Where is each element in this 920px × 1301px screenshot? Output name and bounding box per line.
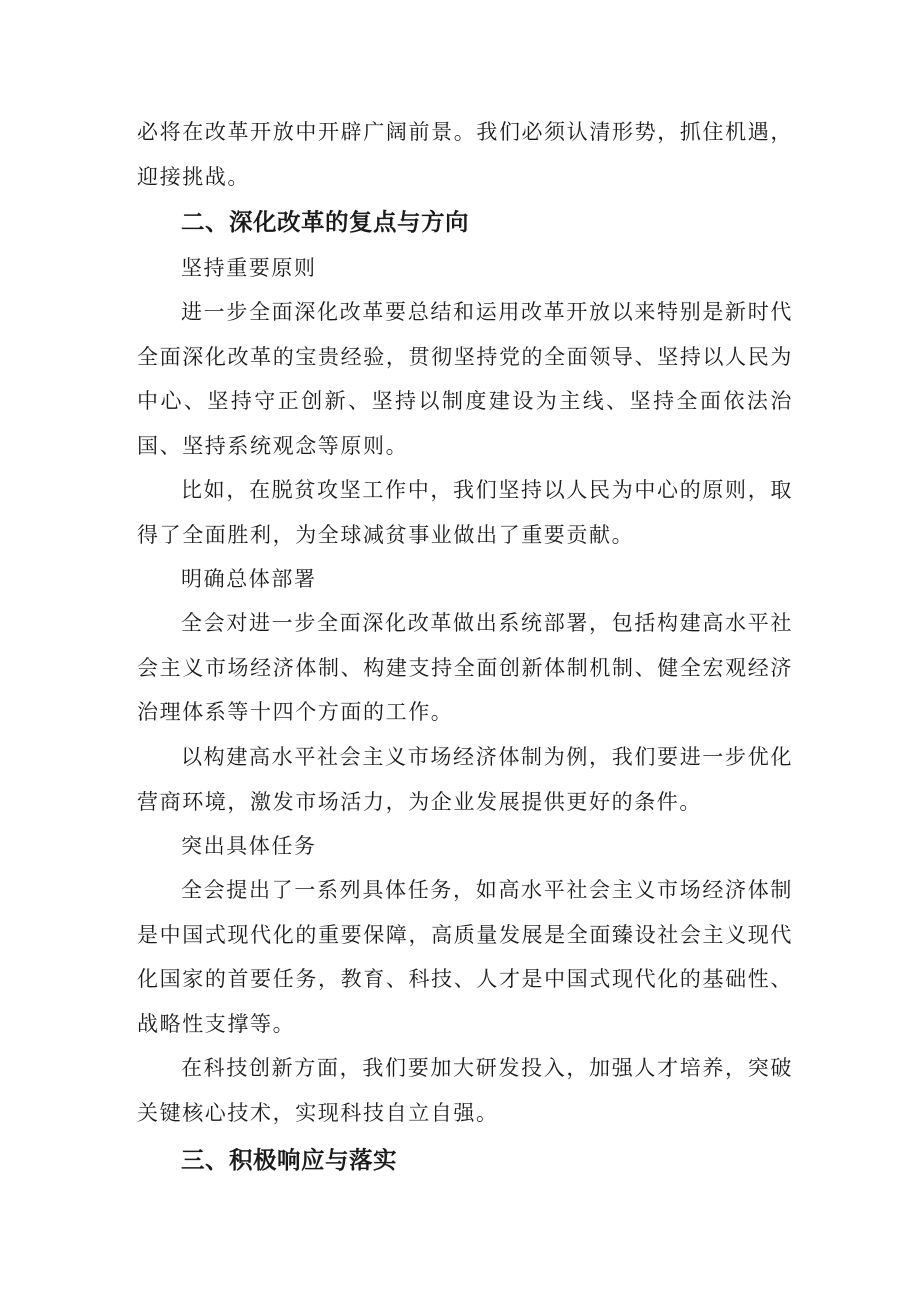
- paragraph-tasks: 全会提出了一系列具体任务，如高水平社会主义市场经济体制是中国式现代化的重要保障，高质量发展是全面臻设社会主义现代化国家的首要任务，教育、科技、人才是中国式现代化的基础性、战略性支撑等。: [137, 878, 793, 1036]
- paragraph-poverty-example: 比如，在脱贫攻坚工作中，我们坚持以人民为中心的原则，取得了全面胜利，为全球减贫事业做出了重要贡献。: [137, 478, 793, 547]
- section-heading-3: 三、积极响应与落实: [181, 1146, 397, 1174]
- paragraph-deployment: 全会对进一步全面深化改革做出系统部署，包括构建高水平社会主义市场经济体制、构建支持全面创新体制机制、健全宏观经济治理体系等十四个方面的工作。: [137, 611, 793, 724]
- paragraph-principles: 进一步全面深化改革要总结和运用改革开放以来特别是新时代全面深化改革的宝贵经验，贯彻坚持党的全面领导、坚持以人民为中心、坚持守正创新、坚持以制度建设为主线、坚持全面依法治国、坚持系统观念等原则。: [137, 300, 793, 458]
- section-heading-2: 二、深化改革的复点与方向: [181, 208, 469, 236]
- intro-paragraph: 必将在改革开放中开辟广阔前景。我们必须认清形势，抓住机遇，迎接挑战。: [137, 120, 793, 189]
- subheading-principles: 坚持重要原则: [181, 256, 317, 280]
- subheading-deployment: 明确总体部署: [181, 567, 317, 591]
- subheading-tasks: 突出具体任务: [181, 834, 317, 858]
- paragraph-tech-example: 在科技创新方面，我们要加大研发投入，加强人才培养，突破关键核心技术，实现科技自立自强。: [137, 1056, 793, 1125]
- paragraph-market-example: 以构建高水平社会主义市场经济体制为例，我们要进一步优化营商环境，激发市场活力，为企业发展提供更好的条件。: [137, 745, 793, 814]
